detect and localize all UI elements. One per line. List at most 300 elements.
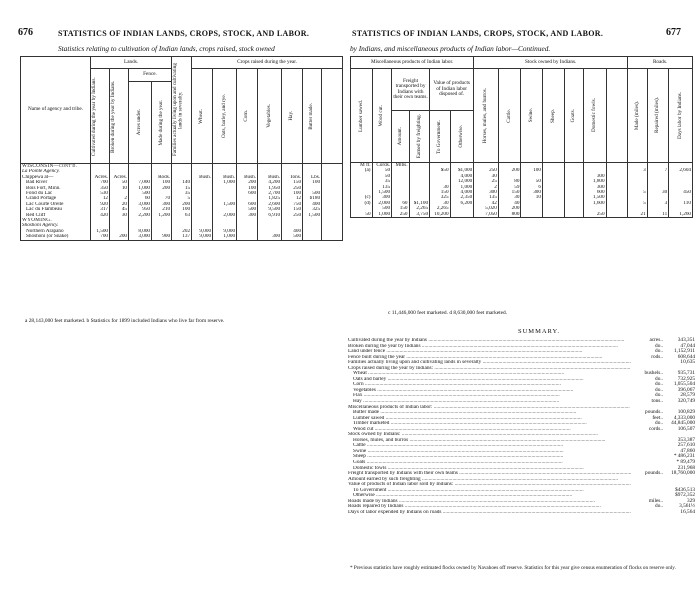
table-cell: $1,000 [450, 168, 474, 173]
header-otherwise: Otherwise. [458, 125, 465, 148]
table-cell: 30 [430, 201, 451, 206]
table-cell: 2,604 [669, 168, 693, 173]
summary-label: Days of labor expended by Indians on roads ..... [348, 510, 631, 516]
summary-value: 608,644 [677, 353, 695, 360]
header-oats: Oats, barley, and rye. [220, 93, 227, 139]
table-cell: 500 [237, 207, 258, 212]
summary-value: * 486,231 [673, 453, 695, 460]
table-cell: 200 [110, 234, 129, 240]
table-cell: 400 [282, 229, 303, 234]
table-cell: Bush. [213, 175, 237, 180]
table-cell: 135 [474, 195, 499, 200]
row-name: Shoshoni Agency. [21, 223, 91, 228]
table-cell: 9,000 [192, 229, 213, 234]
table-cell: 42 [474, 201, 499, 206]
table-cell: Bush. [258, 175, 282, 180]
table-cell: 2,000 [372, 201, 392, 206]
summary-label: Roads repaired by Indians ..... [348, 504, 631, 510]
summary-value: 44,845,000 [671, 420, 695, 427]
table-cell: 20 [110, 202, 129, 207]
summary-value: 231,968 [677, 464, 695, 471]
table-cell: 920 [91, 202, 110, 207]
header-sheep: Sheep. [549, 108, 556, 123]
summary-label: Cultivated during the year by Indians ..... [348, 338, 631, 344]
table-cell: 1,000 [129, 186, 152, 191]
table-cell: $50 [430, 168, 451, 173]
table-cell: 2,000 [213, 213, 237, 218]
table-cell: Acres. [91, 175, 110, 180]
table-cell: 7 [647, 168, 669, 173]
table-cell: 2,350 [450, 195, 474, 200]
header-fence: Fence. [129, 69, 172, 82]
summary-value: * 89,479 [676, 459, 695, 466]
table-cell: 50 [110, 180, 129, 185]
summary-unit [631, 510, 665, 516]
table-cell: 1,000 [450, 185, 474, 190]
summary-label: Sheep ..... [348, 454, 631, 460]
summary-label: Wood cut ..... [348, 427, 631, 433]
header-agency: Name of agency and tribe. [21, 57, 91, 164]
header-value: Value of products of Indian labor disposed of. [430, 69, 474, 111]
row-name: Grand Portage [21, 196, 91, 201]
table-cell: 4,000 [450, 190, 474, 195]
table-cell: 1,260 [669, 212, 693, 218]
table-cell: 500 [303, 191, 322, 196]
table-cell: 450 [669, 190, 693, 195]
summary-title: SUMMARY. [518, 328, 561, 335]
summary-value: 4,333,000 [673, 414, 695, 421]
summary-value: 106,507 [677, 425, 695, 432]
summary-value: 935,731 [677, 370, 695, 377]
table-cell: 100 [172, 207, 192, 212]
table-cell: 250 [392, 212, 409, 218]
table-cell: 5 [628, 190, 648, 195]
summary-label: Amount earned by such freighting ..... [348, 477, 631, 483]
summary-label: Oats and barley ..... [348, 377, 631, 383]
row-name: Chippewa at— [21, 175, 91, 180]
table-cell: 202 [172, 229, 192, 234]
page-number: 677 [666, 27, 681, 38]
table-cell: 1,500 [91, 229, 110, 234]
summary-label: Fence built during the year ..... [348, 355, 631, 361]
summary-unit: miles.. [648, 497, 663, 504]
table-cell: 35 [172, 191, 192, 196]
header-lumber: Lumber sawed. [357, 99, 364, 132]
header-crops: Crops raised during the year. [192, 57, 343, 69]
table-cell: 30 [474, 174, 499, 179]
table-cell: 210 [152, 207, 172, 212]
table-cell: Acres. [110, 175, 129, 180]
summary-unit: do.. [655, 348, 663, 355]
table-cell: 2,700 [258, 191, 282, 196]
table-cell: 500 [372, 206, 392, 211]
table-cell: 30 [110, 213, 129, 218]
summary-label: Land under fence ..... [348, 349, 631, 355]
table-cell: 200 [152, 186, 172, 191]
table-cell: 900 [152, 234, 172, 240]
table-cell: 5 [628, 201, 648, 206]
table-cell: 60 [392, 201, 409, 206]
table-cell: 300 [521, 190, 543, 195]
header-stock: Stock owned by Indians. [474, 57, 628, 69]
summary-value: 10,635 [680, 359, 695, 366]
table-cell: 5 [172, 196, 192, 201]
header-horses: Horses, mules, and burros. [482, 87, 489, 144]
summary-label: Goats ..... [348, 460, 631, 466]
summary-value: 396,067 [677, 386, 695, 393]
header-misc: Miscellaneous products of Indian labor. [351, 57, 474, 69]
summary-value: 320,749 [677, 398, 695, 405]
header-lands: Lands. [91, 57, 172, 69]
table-cell: 1,950 [258, 186, 282, 191]
summary-unit: do.. [655, 381, 663, 388]
table-cell: 150 [392, 206, 409, 211]
table-cell: 950 [129, 207, 152, 212]
summary-unit: do.. [655, 375, 663, 382]
table-cell: 3 [628, 168, 648, 173]
header-roads-repaired: Repaired (miles). [654, 97, 661, 134]
table-cell: 500 [282, 234, 303, 240]
table-cell [450, 212, 474, 218]
table-cell: 325 [303, 207, 322, 212]
table-cell: Bush. [192, 175, 213, 180]
header-broken: Broken during the year by Indians. [110, 79, 116, 153]
summary-value: 18,760,000 [671, 470, 695, 477]
table-cell: 700 [91, 180, 110, 185]
summary-label: Butter made ..... [348, 410, 631, 416]
table-cell: 6 [521, 185, 543, 190]
table-cell: 4,200 [258, 180, 282, 185]
table-cell: 4,000 [450, 174, 474, 179]
row-name: Lac Courte Orelle [21, 202, 91, 207]
table-cell: 9,500 [258, 207, 282, 212]
summary-value: 3,561½ [679, 503, 695, 510]
header-earned: Earned by freighting. [415, 114, 422, 159]
table-cell: 8,000 [129, 229, 152, 234]
summary-label: Stock owned by Indians: ..... [348, 432, 631, 438]
summary-unit: rods.. [651, 353, 663, 360]
table-cell: Rods. [152, 175, 172, 180]
table-cell: 100 [282, 191, 303, 196]
summary-value: 28,579 [680, 392, 695, 399]
table-cell: 1,000 [372, 212, 392, 218]
header-butter: Butter made. [308, 102, 315, 130]
table-cell: 1,000 [213, 180, 237, 185]
summary-label: Otherwise ..... [348, 493, 631, 499]
table-cell [303, 234, 322, 240]
table-cell: 35 [372, 179, 392, 184]
table-cell: 300 [258, 234, 282, 240]
table-cell: 2 [110, 196, 129, 201]
row-name: Lac du Flambeau [21, 207, 91, 212]
header-swine: Swine. [527, 108, 534, 123]
table-cell: 10,200 [430, 212, 451, 218]
header-hay: Hay. [288, 111, 295, 121]
table-cell: Tons. [282, 175, 303, 180]
summary-unit: do.. [655, 342, 663, 349]
summary-value: 100,829 [677, 409, 695, 416]
table-cell [606, 212, 628, 218]
table-cell: 6,200 [450, 201, 474, 206]
table-cell: 25 [474, 179, 499, 184]
table-cell: 60 [129, 196, 152, 201]
summary-label: Roads made by Indians ..... [348, 499, 631, 505]
header-cattle: Cattle. [505, 108, 512, 123]
table-cell: 137 [172, 234, 192, 240]
header-wood: Wood cut. [378, 104, 385, 127]
table-cell: 1,000 [213, 234, 237, 240]
summary-label: Timber marketed ..... [348, 421, 631, 427]
table-cell: 300 [372, 195, 392, 200]
table-cell [542, 212, 564, 218]
table-cell: 3,000 [129, 202, 152, 207]
table-cell: 3,000 [129, 234, 152, 240]
summary-value: 47,044 [680, 342, 695, 349]
summary-value: 1,152,911 [674, 348, 695, 355]
summary-unit: pounds.. [645, 470, 663, 477]
table-cell: 250 [584, 212, 607, 218]
table-cell: 400 [303, 202, 322, 207]
table-cell: 600 [237, 191, 258, 196]
header-acres-under: Acres under. [136, 109, 143, 136]
table-cell: 40 [498, 201, 521, 206]
summary-unit: do.. [655, 392, 663, 399]
table-cell: 10 [110, 186, 129, 191]
table-subtitle: Statistics relating to cultivation of Indian lands, crops raised, stock owned [58, 44, 275, 53]
header-fowls: Domestic fowls. [591, 98, 598, 133]
summary-value: 257,610 [677, 442, 695, 449]
table-cell: 5,020 [474, 206, 499, 211]
summary-unit: acres.. [649, 337, 663, 343]
running-head: STATISTICS OF INDIAN LANDS, CROPS, STOCK, AND LABOR. [352, 29, 604, 38]
table-cell: (c) [351, 195, 373, 200]
table-cell: 12 [91, 196, 110, 201]
table-cell: 250 [282, 213, 303, 218]
table-cell: 300 [152, 202, 172, 207]
row-name: Northern Arapaho [21, 229, 91, 234]
table-cell: 2,265 [430, 206, 451, 211]
running-head: STATISTICS OF INDIAN LANDS, CROPS, STOCK, AND LABOR. [58, 29, 310, 38]
summary-label: Flax ..... [348, 393, 631, 399]
table-cell: 15 [172, 186, 192, 191]
row-name: WYOMING. [21, 218, 91, 223]
summary-label: Vegetables ..... [348, 388, 631, 394]
table-cell: 700 [91, 234, 110, 240]
table-cell: 30 [498, 195, 521, 200]
table-cell: 1,500 [303, 213, 322, 218]
table-cell: 1,500 [584, 195, 607, 200]
table-row [21, 234, 343, 240]
row-name: Bad River [21, 180, 91, 185]
row-name: Red Cliff [21, 213, 91, 218]
table-cell: 600 [237, 202, 258, 207]
table-cell: 600 [584, 190, 607, 195]
table-cell [237, 234, 258, 240]
header-roads: Roads. [628, 57, 693, 69]
table-cell: 200 [237, 180, 258, 185]
table-cell: 110 [669, 201, 693, 206]
table-cell: 300 [474, 190, 499, 195]
summary-label: Families actually living upon and cultivating lands in severalty ..... [348, 360, 631, 366]
table-cell [322, 234, 343, 240]
table-cell: M ft. [351, 163, 373, 168]
summary-label: Horses, mules, and burros ..... [348, 438, 631, 444]
table-cell: 2,600 [258, 202, 282, 207]
summary-label: Wheat ..... [348, 371, 631, 377]
table-cell: 1,800 [584, 179, 607, 184]
summary-label: Crops raised during the year by Indians: ..... [348, 366, 631, 372]
summary-row [348, 510, 695, 516]
summary-unit: pounds.. [645, 409, 663, 416]
summary-value: $436,513 [675, 486, 695, 493]
header-roads-made: Made (miles). [633, 100, 640, 131]
summary-label: Broken during the year by Indians ..... [348, 344, 631, 350]
table-cell: 12 [282, 196, 303, 201]
summary-value: 329 [687, 497, 695, 504]
table-cell: 2,200 [129, 213, 152, 218]
summary-value: 732,925 [677, 375, 695, 382]
table-cell: 100 [521, 168, 543, 173]
table-cell: 1,500 [372, 190, 392, 195]
table-cell: 1,825 [258, 196, 282, 201]
table-cell: 500 [129, 191, 152, 196]
header-corn: Corn. [243, 110, 250, 122]
table-cell: (d) [351, 201, 373, 206]
header-vegetables: Vegetables. [265, 104, 272, 128]
table-cell: 750 [282, 202, 303, 207]
row-name: WISCONSIN—cont'd. [21, 164, 91, 170]
table-cell: 7,050 [474, 212, 499, 218]
table-cell: 250 [474, 168, 499, 173]
table-subtitle: by Indians, and miscellaneous products of Indian labor—Continued. [350, 44, 551, 53]
table-cell: 150 [430, 190, 451, 195]
table-cell: 50 [372, 168, 392, 173]
table-cell: 200 [172, 202, 192, 207]
summary-value: $972,352 [675, 492, 695, 499]
summary-label: Value of products of Indian labor sold by Indians: ..... [348, 482, 631, 488]
summary-unit: feet.. [652, 414, 663, 421]
table-cell: 50 [372, 174, 392, 179]
header-cultivated: Cultivated during the year by Indians. [91, 76, 97, 156]
table-cell: 50 [351, 212, 373, 218]
table-cell: 2 [474, 185, 499, 190]
table-cell: 317 [91, 207, 110, 212]
table-cell: Bush. [237, 175, 258, 180]
table-cell [564, 212, 584, 218]
table-cell: 12,000 [450, 179, 474, 184]
table-cell: 140 [172, 180, 192, 185]
table-cell: Mlbs. [392, 163, 409, 168]
table-cell: 300 [237, 213, 258, 218]
table-cell: 150 [282, 180, 303, 185]
table-cell: 45 [110, 207, 129, 212]
table-cell: 80 [498, 179, 521, 184]
summary-unit: do.. [655, 386, 663, 393]
page-number: 676 [18, 27, 33, 38]
summary-value: 47,860 [680, 447, 695, 454]
summary-unit: bushels.. [644, 370, 663, 377]
table-cell: 200 [498, 206, 521, 211]
table-cell: 100 [303, 180, 322, 185]
table-cell: 7,000 [129, 180, 152, 185]
table-row [351, 212, 693, 218]
table-cell: 3,750 [409, 212, 430, 218]
header-goats: Goats. [570, 108, 577, 123]
summary-label: Lumber sawed ..... [348, 416, 631, 422]
table-cell: 150 [498, 190, 521, 195]
table-cell: Cords. [372, 163, 392, 168]
table-cell: $1,100 [409, 201, 430, 206]
row-name: Fond du Lac [21, 191, 91, 196]
crops-table [20, 56, 343, 241]
header-made: Made during the year. [157, 99, 164, 146]
summary-list [348, 338, 695, 516]
table-cell: 100 [152, 180, 172, 185]
table-cell: 3 [647, 201, 669, 206]
summary-label: Miscellaneous products of Indian labor: ..... [348, 405, 631, 411]
table-cell: 1,200 [152, 213, 172, 218]
table-cell: 250 [282, 186, 303, 191]
summary-label: Hay ..... [348, 399, 631, 405]
stock-table [350, 56, 693, 218]
summary-unit: cords.. [648, 425, 663, 432]
table-cell: 59 [498, 185, 521, 190]
row-name: Shoshoni (or Snake) [21, 234, 91, 240]
table-cell: 530 [91, 191, 110, 196]
table-cell: 300 [584, 185, 607, 190]
summary-value: 343,351 [677, 337, 695, 343]
left-page [0, 0, 347, 600]
table-cell: 1,500 [213, 202, 237, 207]
table-cell: 200 [498, 168, 521, 173]
summary-value: 16,564 [680, 508, 695, 515]
header-days: Days labor by Indians. [676, 92, 683, 139]
header-freight: Freight transported by Indians with their own teams. [392, 69, 430, 111]
table-cell: 1,600 [584, 201, 607, 206]
summary-unit: tons.. [651, 398, 663, 405]
table-cell: 135 [372, 185, 392, 190]
table-cell: 2,265 [409, 206, 430, 211]
table-cell: (a) [351, 168, 373, 173]
table-cell [521, 212, 543, 218]
table-cell: b180 [303, 196, 322, 201]
summary-label: To Government ..... [348, 488, 631, 494]
table-cell: 150 [282, 207, 303, 212]
table-cell: 21 [628, 212, 648, 218]
table-cell: Lbs. [303, 175, 322, 180]
table-cell: 9,000 [192, 234, 213, 240]
table-cell: 9,000 [213, 229, 237, 234]
header-wheat: Wheat. [198, 108, 205, 124]
right-page [348, 0, 695, 600]
row-name: Bois Fort, Minn. [21, 186, 91, 191]
footnotes: c 11,446,000 feet marketed. d 8,630,000 feet marketed. [388, 310, 508, 316]
summary-value: 1,055,504 [673, 381, 695, 388]
table-cell: 11 [647, 212, 669, 218]
summary-label: Freight transported by Indians with their own teams ..... [348, 471, 631, 477]
table-cell: 10 [521, 195, 543, 200]
summary-unit: do.. [655, 420, 663, 427]
table-cell: 800 [498, 212, 521, 218]
summary-label: Domestic fowls ..... [348, 466, 631, 472]
summary-value: 353,387 [677, 436, 695, 443]
header-to-gov: To Government. [436, 119, 443, 154]
summary-note: * Previous statistics have roughly estimated flocks owned by Navahoes off reserve. Statistics for this year give census enumeration of flocks on reserve only. [350, 565, 676, 571]
footnotes: a 28,143,000 feet marketed. b Statistics for 1899 included Indians who live far from reserve. [25, 318, 225, 324]
table-cell: 63 [172, 213, 192, 218]
summary-unit: do.. [655, 503, 663, 510]
table-cell: 420 [91, 213, 110, 218]
